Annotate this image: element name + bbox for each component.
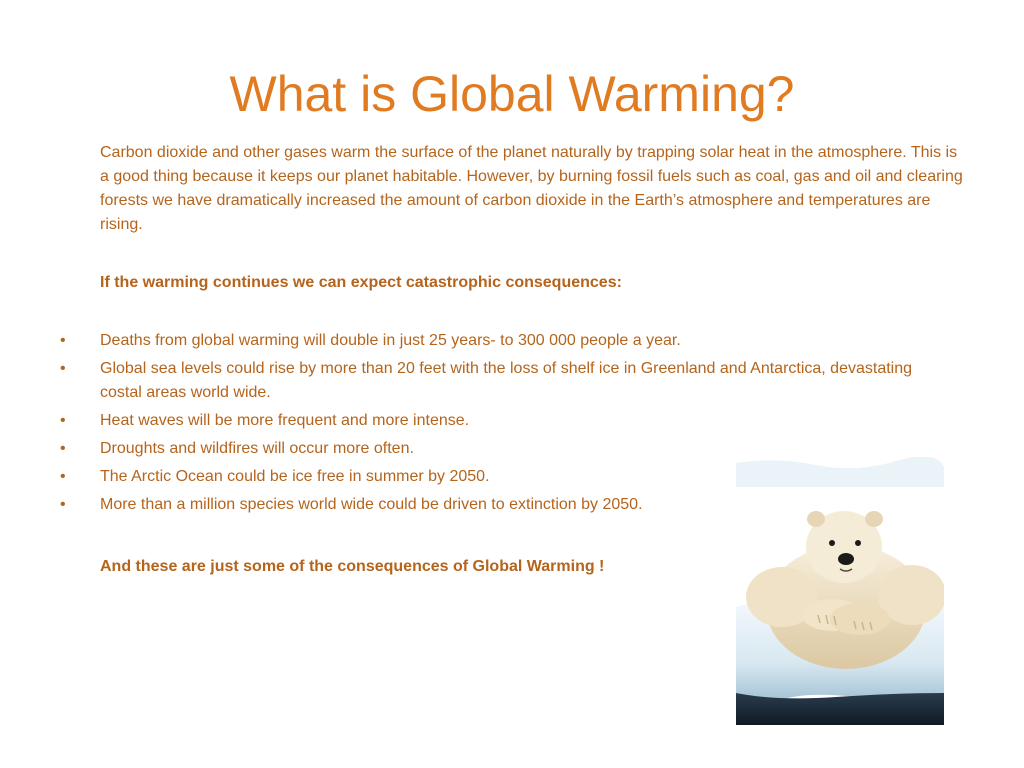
intro-paragraph: Carbon dioxide and other gases warm the surface of the planet naturally by trapping solar heat in the atmosphere. This is a good thing because it keeps our planet habitable. However, by burning fossil fuels such as coal, gas and oil and clearing forests we have dramatically increased the amount of carbon dioxide in the Earth’s atmosphere and temperatures are rising. [100,144,963,233]
lead-in-text: If the warming continues we can expect catastrophic consequences: [100,274,622,291]
list-item-text: More than a million species world wide could be driven to extinction by 2050. [100,496,643,513]
bullet-icon: • [60,360,66,377]
list-item [60,409,940,433]
bullet-icon: • [60,468,66,485]
polar-bear-photo [736,457,944,725]
list-item [60,357,940,405]
list-item-text: Droughts and wildfires will occur more often. [100,440,414,457]
bullet-icon: • [60,440,66,457]
bullet-icon: • [60,496,66,513]
list-item-text: Heat waves will be more frequent and more intense. [100,412,470,429]
slide-title: What is Global Warming? [229,66,795,122]
bullet-icon: • [60,412,66,429]
bullet-icon: • [60,332,66,349]
closing-text: And these are just some of the consequences of Global Warming ! [100,558,605,575]
list-item [60,493,740,517]
list-item [60,465,740,489]
list-item-text: Deaths from global warming will double in just 25 years- to 300 000 people a year. [100,332,681,349]
list-item-text: Global sea levels could rise by more than 20 feet with the loss of shelf ice in Greenland and Antarctica, devastating costal areas world wide. [100,360,913,401]
list-item [60,329,940,353]
list-item-text: The Arctic Ocean could be ice free in summer by 2050. [100,468,490,485]
